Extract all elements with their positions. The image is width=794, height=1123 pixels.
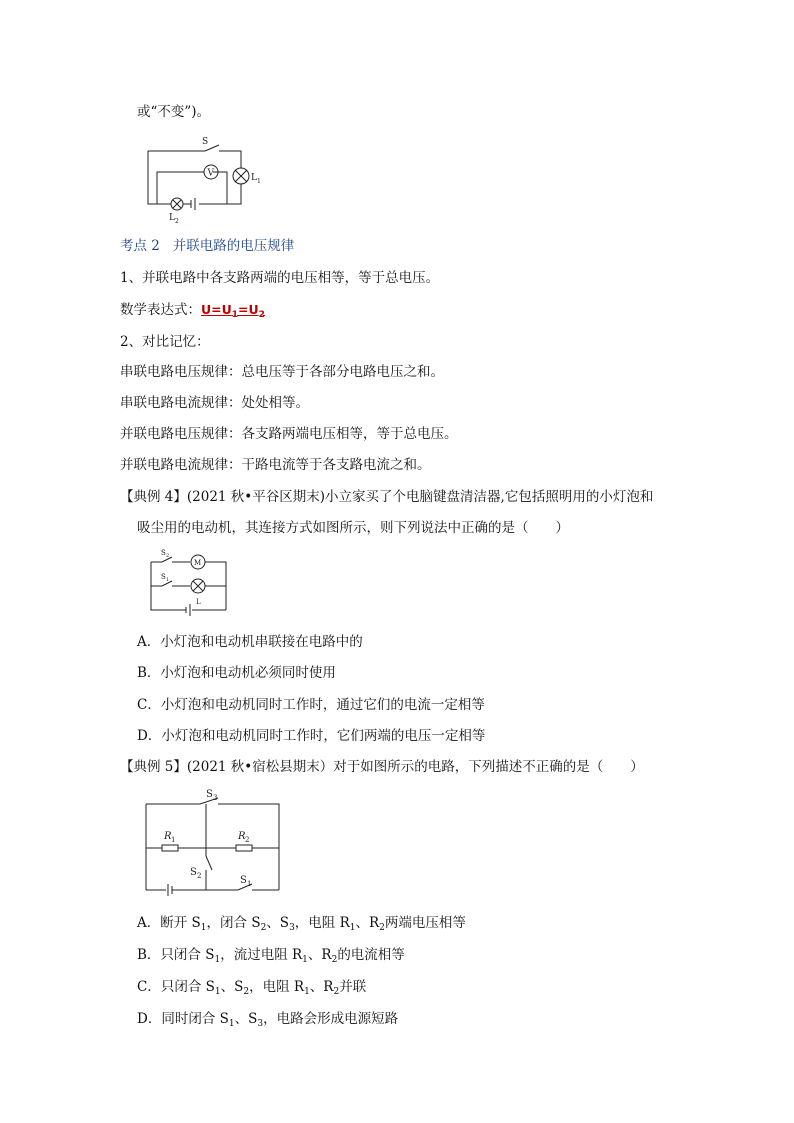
circuit3-label-r1: R — [164, 831, 172, 842]
circuit-diagram-3 — [140, 786, 285, 898]
example4-stem-line1: 【典例 4】(2021 秋•平谷区期末)小立家买了个电脑键盘清洁器,它包括照明用的小灯泡和 — [120, 489, 654, 505]
circuit3-label-s2-sub: 2 — [197, 872, 202, 880]
heading-number: 考点 2 — [120, 238, 160, 254]
circuit2-label-s1-sub: 1 — [166, 577, 170, 583]
section-heading — [120, 236, 294, 256]
intro-line: 或“不变”)。 — [137, 104, 211, 120]
comparison-rule: 并联电路电流规律：干路电流等于各支路电流之和。 — [120, 457, 431, 473]
example5-option-c: C．只闭合 $S_1$、$S_2$，电阻 $R_1$、$R_2$并联 — [137, 979, 367, 997]
circuit-diagram-2 — [148, 546, 233, 618]
comparison-rule: 并联电路电压规律：各支路两端电压相等，等于总电压。 — [120, 426, 458, 442]
example5-stem: 【典例 5】(2021 秋•宿松县期末）对于如图所示的电路，下列描述不正确的是（ ） — [120, 759, 644, 775]
circuit2-label-s2-sub: 2 — [166, 553, 170, 559]
circuit3-label-r1-sub: 1 — [171, 836, 176, 844]
example4-option-c: C．小灯泡和电动机同时工作时，通过它们的电流一定相等 — [137, 697, 485, 713]
rule-paragraph-2: 2、对比记忆： — [120, 334, 210, 350]
circuit3-label-s3-sub: 3 — [213, 794, 218, 802]
circuit1-label-l1: L — [251, 173, 257, 183]
example5-option-d: D．同时闭合 $S_1$、$S_3$，电路会形成电源短路 — [137, 1011, 399, 1029]
circuit2-label-s1: S — [161, 573, 166, 581]
circuit2-label-s2: S — [161, 549, 166, 557]
comparison-rule: 串联电路电流规律：处处相等。 — [120, 395, 309, 411]
circuit1-label-l2-sub: 2 — [175, 218, 179, 225]
circuit2-label-m: M — [194, 559, 202, 567]
circuit3-label-s1-sub: 1 — [247, 880, 252, 888]
example4-stem-line2: 吸尘用的电动机，其连接方式如图所示，则下列说法中正确的是（ ） — [137, 520, 569, 536]
formula-label: 数学表达式： — [120, 302, 201, 318]
comparison-rule: 串联电路电压规律：总电压等于各部分电路电压之和。 — [120, 364, 444, 380]
example4-option-a: A．小灯泡和电动机串联接在电路中的 — [137, 634, 363, 650]
circuit3-label-s1: S — [240, 875, 247, 886]
rule-paragraph-1: 1、并联电路中各支路两端的电压相等，等于总电压。 — [120, 270, 440, 286]
circuit1-label-l2: L — [169, 213, 175, 223]
circuit-diagram-1 — [145, 134, 270, 224]
circuit1-label-l1-sub: 1 — [257, 178, 261, 185]
example5-option-a: A．断开 $S_1$，闭合 $S_2$、$S_3$，电阻 $R_1$、$R_2$两端电压相等 — [137, 915, 466, 933]
formula-line — [120, 300, 265, 325]
circuit3-label-r2: R — [238, 831, 246, 842]
circuit3-label-s3: S — [206, 789, 213, 800]
example5-option-b: B．只闭合 $S_1$，流过电阻 $R_1$、$R_2$的电流相等 — [137, 947, 405, 965]
heading-text: 并联电路的电压规律 — [172, 238, 295, 254]
circuit1-label-v: V — [207, 168, 214, 179]
circuit3-label-r2-sub: 2 — [245, 836, 250, 844]
example4-option-d: D．小灯泡和电动机同时工作时，它们两端的电压一定相等 — [137, 728, 486, 744]
circuit1-label-s: S — [202, 137, 209, 147]
example4-option-b: B．小灯泡和电动机必须同时使用 — [137, 665, 336, 681]
circuit2-label-l: L — [196, 598, 201, 606]
circuit3-label-s2: S — [190, 867, 197, 878]
formula-expression: $U=U_1=U_2$ — [201, 302, 265, 320]
